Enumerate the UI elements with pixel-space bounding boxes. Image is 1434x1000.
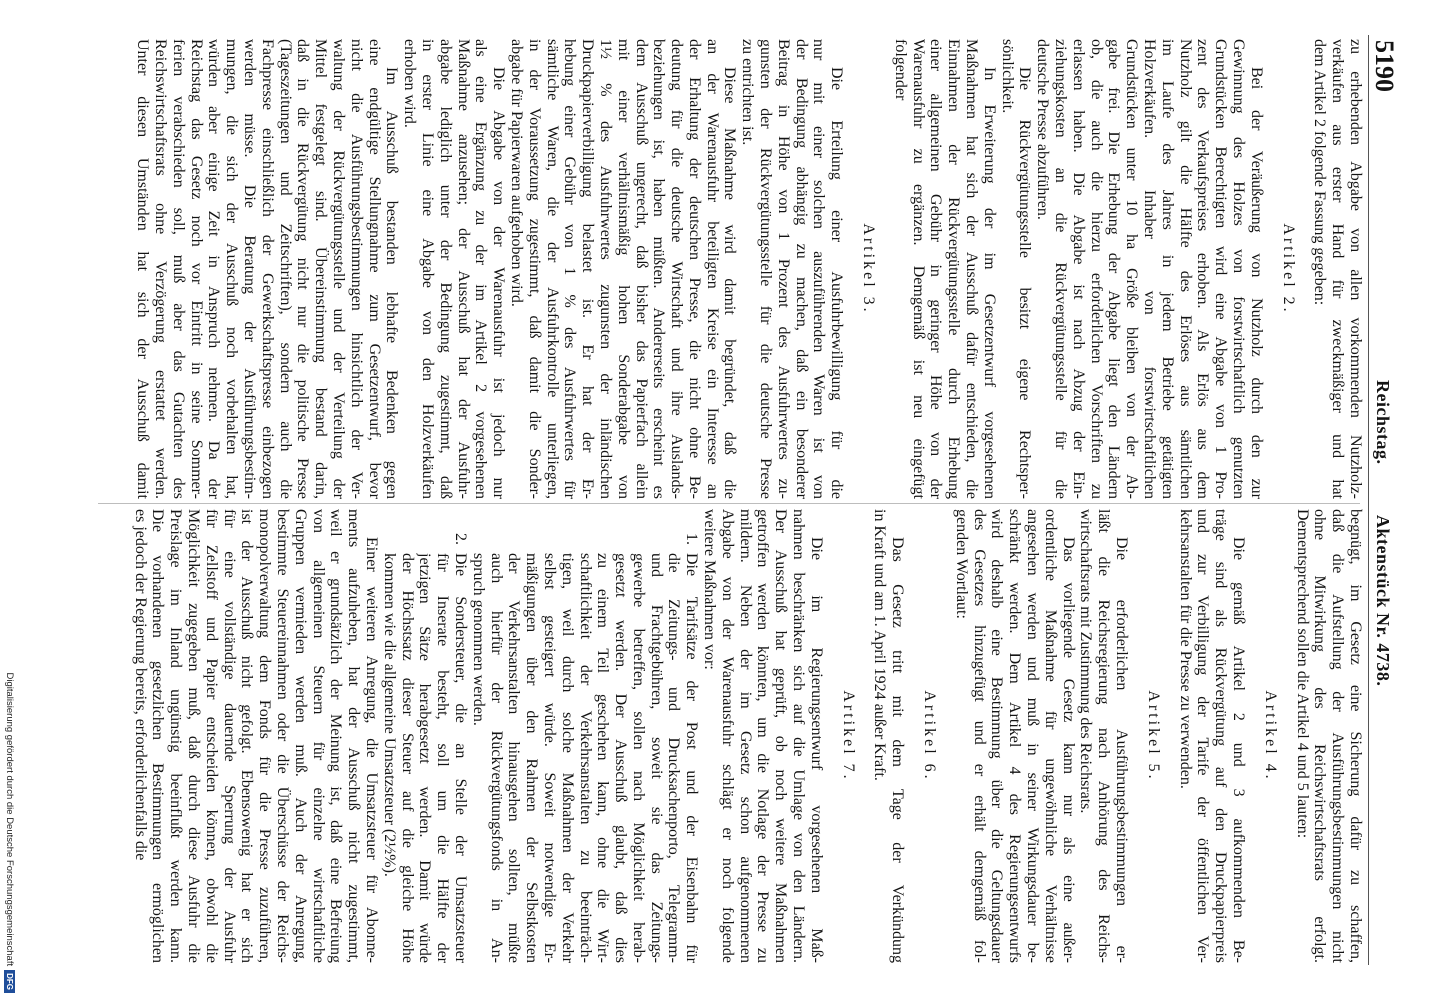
paragraph	[131, 509, 380, 963]
text-line: Die gemäß Artikel 2 und 3 aufkommenden Be-	[1230, 537, 1248, 963]
text-line: der Bedingung abhängig zu machen, daß ein besonderer	[792, 39, 810, 499]
text-line: Die Sondersteuer, die an Stelle der Umsatzsteuer	[451, 553, 469, 963]
text-line: weitere Maßnahmen vor:	[701, 509, 719, 670]
text-line: gunsten der Rückvergütungsstelle für die deutsche Presse	[757, 39, 775, 499]
text-line: erlassen haben. Die Abgabe ist nach Abzug der Ein-	[1069, 39, 1087, 499]
text-line: Diese Maßnahme wird damit begründet, daß die	[721, 67, 739, 499]
text-line: Fachpresse einschließlich der Gewerkschaftspresse einbezogen	[258, 39, 276, 499]
text-line: nicht die Ausführungsbestimmungen hinsichtlich der Ver-	[347, 39, 365, 499]
text-line: dem Artikel 2 folgende Fassung gegeben:	[1311, 39, 1329, 306]
text-line: nahmen beschränken sich auf die Umlage von den Ländern.	[790, 509, 808, 963]
column-divider	[98, 503, 1360, 504]
text-line: Grundstücken Berechtigten wird eine Abgabe von 1 Pro-	[1212, 39, 1230, 499]
article-heading: Artikel 7.	[839, 690, 857, 782]
text-line: getroffen werden könnten, um die Notlage der Presse zu	[754, 509, 772, 963]
paragraph	[1077, 509, 1130, 963]
text-line: Preislage im Inland ungünstig beeinflußt werden kann.	[167, 509, 185, 963]
text-column-right	[29, 509, 1364, 963]
text-line: daß die Aufstellung der Ausführungsbestimmungen nicht	[1329, 509, 1347, 963]
text-line: Die im Regierungsentwurf vorgesehenen Maß-	[807, 537, 825, 963]
header-rule	[1368, 35, 1369, 965]
text-line: Der Ausschuß hat geprüft, ob noch weitere Maßnahmen	[772, 509, 790, 963]
paragraph	[133, 39, 400, 499]
text-line: Die Rückvergütungsstelle besitzt eigene Rechtsper-	[1016, 67, 1034, 499]
text-line: Dementsprechend sollen die Artikel 4 und 5 lauten:	[1293, 509, 1311, 839]
list-item	[380, 509, 469, 963]
text-line: läßt die Reichsregierung nach Anhörung des Reichs-	[1095, 509, 1113, 963]
text-line: der Höchstsatz dieser Steuer auf die gleiche Höhe	[398, 553, 416, 963]
text-line: ziehungskosten an die Rückvergütungsstelle für die	[1052, 39, 1070, 499]
paragraph	[1311, 39, 1364, 499]
text-line: tigen, weil durch solche Maßnahmen der Verkehr	[558, 553, 576, 963]
dfg-logo: DFG	[5, 970, 16, 993]
paragraph	[952, 509, 1077, 963]
text-line: schaftlichkeit der Verkehrsanstalten zu beeinträch-	[576, 553, 594, 963]
text-line: Die Abgabe von der Warenausfuhr ist jedoch nur	[490, 67, 508, 499]
text-line: hebung einer Gebühr von 1 % des Ausfuhrwertes für	[561, 39, 579, 499]
text-line: für eine vollständige dauernde Sperrung der Ausfuhr	[220, 509, 238, 963]
text-line: in erster Linie eine Abgabe von den Holzverkäufen	[418, 39, 436, 499]
text-line: die Zeitungs- und Drucksachenporto, Telegramm-	[665, 553, 683, 963]
paragraph	[871, 509, 907, 963]
text-line: Maßnahmen hat sich der Ausschuß dafür entschieden, die	[963, 39, 981, 499]
text-line: ments aufzuheben, hat der Ausschuß nicht zugestimmt,	[345, 509, 363, 963]
text-line: Grundstücken unter 10 ha Größe bleiben von der Ab-	[1123, 39, 1141, 499]
page-header	[1371, 35, 1398, 965]
text-line: spruch genommen werden.	[469, 553, 487, 726]
text-line: beziehungen ist, haben müßten. Andererseits erscheint es	[650, 39, 668, 499]
text-line: daß in die Rückvergütung nicht nur die politische Presse	[294, 39, 312, 499]
text-line: zu erhebenden Abgabe von allen vorkommenden Nutzholz-	[1347, 39, 1364, 499]
text-line: Die Erteilung einer Ausfuhrbewilligung für die	[828, 67, 846, 499]
text-line: dem Ausschuß ungerecht, daß bisher das Papierfach allein	[632, 39, 650, 499]
text-line: verkäufen aus erster Hand für zweckmäßiger und hat	[1329, 39, 1347, 499]
text-line: monopolverwaltung dem Fonds für die Presse zuzuführen,	[256, 509, 274, 963]
text-line: für Zellstoff und Papier entscheiden können, obwohl die	[202, 509, 220, 963]
article-heading: Artikel 3.	[860, 223, 878, 315]
text-line: deutsche Presse abzuführen.	[1034, 39, 1052, 220]
list-item	[469, 509, 700, 963]
article-heading: Artikel 5.	[1144, 690, 1162, 782]
text-line: gabe frei. Die Erhebung der Abgabe liegt den Ländern	[1105, 39, 1123, 499]
text-line: gewerbe betreffen, sollen nach Möglichkeit herab-	[629, 553, 647, 963]
text-line: ordentliche Maßnahme für ungewöhnliche Verhältnisse	[1041, 509, 1059, 963]
text-line: angesehen werden und muß in seiner Wirkungsdauer be-	[1024, 509, 1042, 963]
text-column-left	[29, 39, 1364, 499]
text-line: deutung für die deutsche Wirtschaft und ihre Auslands-	[668, 39, 686, 499]
text-line: der Verkehrsanstalten hinausgehen sollten, müßte	[505, 553, 523, 963]
paragraph	[700, 509, 825, 963]
text-line: eine endgültige Stellungnahme zum Gesetzentwurf, bevor	[365, 39, 383, 499]
text-line: Reichstag das Gesetz noch vor Eintritt in seine Sommer-	[187, 39, 205, 499]
article-heading: Artikel 2.	[1279, 223, 1297, 315]
text-line: ferien verabschieden soll, muß aber das Gutachten des	[169, 39, 187, 499]
text-line: erhoben wird.	[401, 39, 419, 128]
text-line: Maßnahme anzusehen; der Ausschuß hat der Ausfuhr-	[454, 39, 472, 499]
text-line: mit einer verhältnismäßig hohen Sonderabgabe von	[614, 39, 632, 499]
text-line: Holzverkäufen. Inhaber von forstwirtschaftlichen	[1141, 39, 1159, 499]
text-line: selbst gesteigert würde. Soweit notwendige Er-	[540, 553, 558, 963]
text-line: Gruppen vermieden werden muß. Auch der Anregung,	[291, 509, 309, 963]
text-line: Nutzholz gilt die Hälfte des Erlöses aus sämtlichen	[1176, 39, 1194, 499]
text-line: Die erforderlichen Ausführungsbestimmungen er-	[1113, 537, 1131, 963]
text-line: ist der Ausschuß nicht gefolgt. Ebensowenig hat er sich	[238, 509, 256, 963]
text-line: von allgemeinen Steuern für einzelne wirtschaftliche	[309, 509, 327, 963]
text-line: genden Wortlaut:	[952, 509, 970, 619]
text-line: auch hierfür der Rückvergütungsfonds in An-	[487, 553, 505, 963]
text-line: ohne Mitwirkung des Reichswirtschaftsrats erfolgt.	[1311, 509, 1329, 963]
text-line: mungen, die sich der Ausschuß noch vorbehalten hat,	[223, 39, 241, 499]
text-line: für Inserate besteht, soll um die Hälfte der	[434, 553, 452, 963]
list-item-number: 2.	[451, 533, 469, 545]
header-title-left: Reichstag.	[1373, 380, 1393, 465]
text-line: zu entrichten ist.	[739, 39, 757, 146]
paragraph	[1033, 39, 1264, 499]
text-line: sönlichkeit.	[998, 39, 1016, 114]
text-line: im Laufe des Jahres in jedem Betriebe getätigten	[1158, 39, 1176, 499]
paragraph	[891, 39, 998, 499]
text-line: zent des Verkaufspreises erhoben. Als Erlös aus dem	[1194, 39, 1212, 499]
text-line: träge sind als Rückvergütung auf den Druckpapierpreis	[1212, 509, 1230, 963]
article-heading: Artikel 6.	[921, 690, 939, 782]
paragraph	[400, 39, 507, 499]
text-line: der Erhaltung der deutschen Presse, die nicht ohne Be-	[685, 39, 703, 499]
text-line: ob, die auch die hierzu erforderlichen Vorschriften zu	[1087, 39, 1105, 499]
document-page	[25, 35, 1400, 965]
text-line: Das vorliegende Gesetz kann nur als eine außer-	[1059, 537, 1077, 963]
text-line: weil er grundsätzlich der Meinung ist, daß eine Befreiung	[327, 509, 345, 963]
text-line: kommen wie die allgemeine Umsatzsteuer (2½%).	[380, 553, 398, 877]
paragraph	[1176, 509, 1247, 963]
text-line: es jedoch der Regierung bereits, erforderlichenfalls die	[131, 509, 149, 861]
text-line: abgabe lediglich unter der Bedingung zugestimmt, daß	[436, 39, 454, 499]
text-line: Die vorhandenen gesetzlichen Bestimmungen ermöglichen	[149, 509, 167, 963]
text-line: folgender	[891, 39, 909, 101]
text-line: Das Gesetz tritt mit dem Tage der Verkündung	[889, 537, 907, 963]
text-line: Die Tarifsätze der Post und der Eisenbahn für	[683, 553, 701, 963]
text-line: mäßigungen über den Rahmen der Selbstkosten	[523, 553, 541, 963]
text-line: Im Ausschuß bestanden lebhafte Bedenken gegen	[383, 67, 401, 499]
text-line: Mittel festgelegt sind. Übereinstimmung bestand darin,	[312, 39, 330, 499]
text-line: als eine Ergänzung zu der im Artikel 2 vorgesehenen	[472, 39, 490, 499]
text-line: Beitrag in Höhe von 1 Prozent des Ausfuhrwertes zu-	[774, 39, 792, 499]
text-line: würden aber einige Zeit in Anspruch nehmen. Da der	[205, 39, 223, 499]
credit-text: Digitalisierung gefördert durch die Deutsche Forschungsgemeinschaft	[4, 672, 16, 967]
list-item-number: 1.	[683, 533, 701, 545]
text-line: wird deshalb eine Bestimmung über die Geltungsdauer	[988, 509, 1006, 963]
text-line: mildern. Neben der im Gesetz schon aufgenommenen	[736, 509, 754, 963]
page-number: 5190	[1370, 40, 1399, 92]
text-line: begnügt, im Gesetz eine Sicherung dafür zu schaffen,	[1347, 509, 1364, 963]
text-line: einer allgemeinen Gebühr in geringer Höhe von der	[927, 39, 945, 499]
text-line: Gewinnung des Holzes von forstwirtschaftlich genutzten	[1230, 39, 1248, 499]
text-line: sämtliche Waren, die der Ausfuhrkontrolle unterliegen,	[543, 39, 561, 499]
text-line: (Tageszeitungen und Zeitschriften), sondern auch die	[276, 39, 294, 499]
text-line: In Erweiterung der im Gesetzentwurf vorgesehenen	[980, 67, 998, 499]
text-line: gesetzt werden. Der Ausschuß glaubt, daß dies	[612, 553, 630, 963]
digitization-credit	[3, 601, 17, 993]
text-line: Druckpapierverbilligung belastet ist. Er hat der Er-	[579, 39, 597, 499]
text-line: und Frachtgebühren, soweit sie das Zeitungs-	[647, 553, 665, 963]
paragraph	[998, 39, 1034, 499]
text-line: 1½ % des Ausfuhrwertes zugunsten der inländischen	[596, 39, 614, 499]
article-heading: Artikel 4.	[1261, 690, 1279, 782]
text-line: in Kraft und am 1. April 1924 außer Kraft.	[871, 509, 889, 781]
text-line: Bei der Veräußerung von Nutzholz durch den zur	[1247, 67, 1265, 499]
text-line: zu einem Teil geschehen kann, ohne die Wirt-	[594, 553, 612, 963]
text-line: Reichswirtschaftsrats ohne Verzögerung erstattet werden.	[152, 39, 169, 499]
paragraph	[507, 39, 738, 499]
text-line: und zur Verbilligung der Tarife der öffentlichen Ver-	[1194, 509, 1212, 963]
text-line: an der Warenausfuhr beteiligten Kreise ein Interesse an	[703, 39, 721, 499]
text-line: Abgabe von der Warenausfuhr schlägt er noch folgende	[718, 509, 736, 963]
text-line: waltung der Rückvergütungsstelle und der Verteilung der	[329, 39, 347, 499]
text-line: abgabe für Papierwaren aufgehoben wird.	[507, 39, 525, 307]
text-line: wirtschaftsrats mit Zustimmung des Reichsrats.	[1077, 509, 1095, 814]
header-title-right: Aktenstück Nr. 4738.	[1373, 515, 1393, 687]
paragraph	[1293, 509, 1364, 963]
text-line: des Gesetzes hinzugefügt und er erhält demgemäß fol-	[970, 509, 988, 963]
text-line: schränkt werden. Dem Artikel 4 des Regierungsentwurfs	[1006, 509, 1024, 963]
text-line: in der Voraussetzung zugestimmt, daß damit die Sonder-	[525, 39, 543, 499]
text-line: bestimmte Steuereinnahmen oder die Überschüsse der Reichs-	[273, 509, 291, 963]
text-line: jetzigen Sätze herabgesetzt werden. Damit würde	[416, 553, 434, 963]
text-line: Unter diesen Umständen hat sich der Ausschuß damit	[134, 39, 152, 499]
text-line: Möglichkeit zugegeben muß, daß durch diese Ausfuhr die	[184, 509, 202, 963]
text-line: nur mit einer solchen auszuführenden Waren ist von	[810, 39, 828, 499]
text-line: kehrsanstalten für die Presse zu verwenden.	[1176, 509, 1194, 789]
text-line: Warenausfuhr zu ergänzen. Demgemäß ist neu eingefügt	[909, 39, 927, 499]
paragraph	[739, 39, 846, 499]
text-line: Einer weiteren Anregung, die Umsatzsteuer für Abonne-	[362, 537, 380, 963]
text-line: werden müsse. Die Beratung der Ausführungsbestim-	[240, 39, 258, 499]
text-line: Einnahmen der Rückvergütungsstelle durch Erhebung	[945, 39, 963, 499]
